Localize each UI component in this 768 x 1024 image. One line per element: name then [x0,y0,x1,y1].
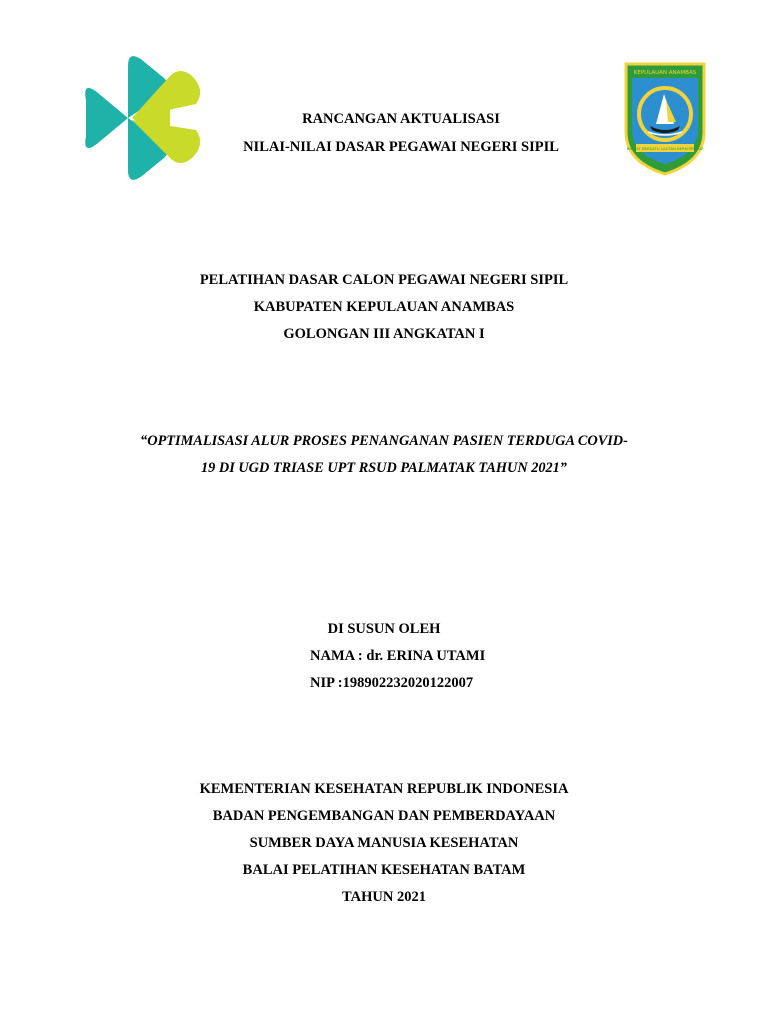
training-line-2: KABUPATEN KEPULAUAN ANAMBAS [253,299,515,315]
document-title-line-1: RANCANGAN AKTUALISASI [302,111,500,127]
training-line-1: PELATIHAN DASAR CALON PEGAWAI NEGERI SIPIL [199,272,569,288]
author-nip: NIP :198902232020122007 [310,675,474,691]
author-heading: DI SUSUN OLEH [327,621,441,637]
author-name: NAMA : dr. ERINA UTAMI [310,648,486,664]
institution-line-1: KEMENTERIAN KESEHATAN REPUBLIK INDONESIA [199,781,569,797]
institution-year: TAHUN 2021 [342,889,426,905]
institution-line-3: SUMBER DAYA MANUSIA KESEHATAN [249,835,519,851]
institution-line-4: BALAI PELATIHAN KESEHATAN BATAM [242,862,526,878]
svg-text:KEPULAUAN ANAMBAS: KEPULAUAN ANAMBAS [633,70,697,76]
training-line-3: GOLONGAN III ANGKATAN I [283,326,485,342]
project-title-line-2: 19 DI UGD TRIASE UPT RSUD PALMATAK TAHUN 2021” [201,460,567,476]
institution-line-2: BADAN PENGEMBANGAN DAN PEMBERDAYAAN [212,808,556,824]
document-title-line-2: NILAI-NILAI DASAR PEGAWAI NEGERI SIPIL [243,139,559,155]
svg-text:RAKYAT BERSATU LAUTAN BERKOPER: RAKYAT BERSATU LAUTAN BERKOPERASI [626,146,704,151]
project-title-line-1: “OPTIMALISASI ALUR PROSES PENANGANAN PASIEN TERDUGA COVID- [140,433,628,449]
